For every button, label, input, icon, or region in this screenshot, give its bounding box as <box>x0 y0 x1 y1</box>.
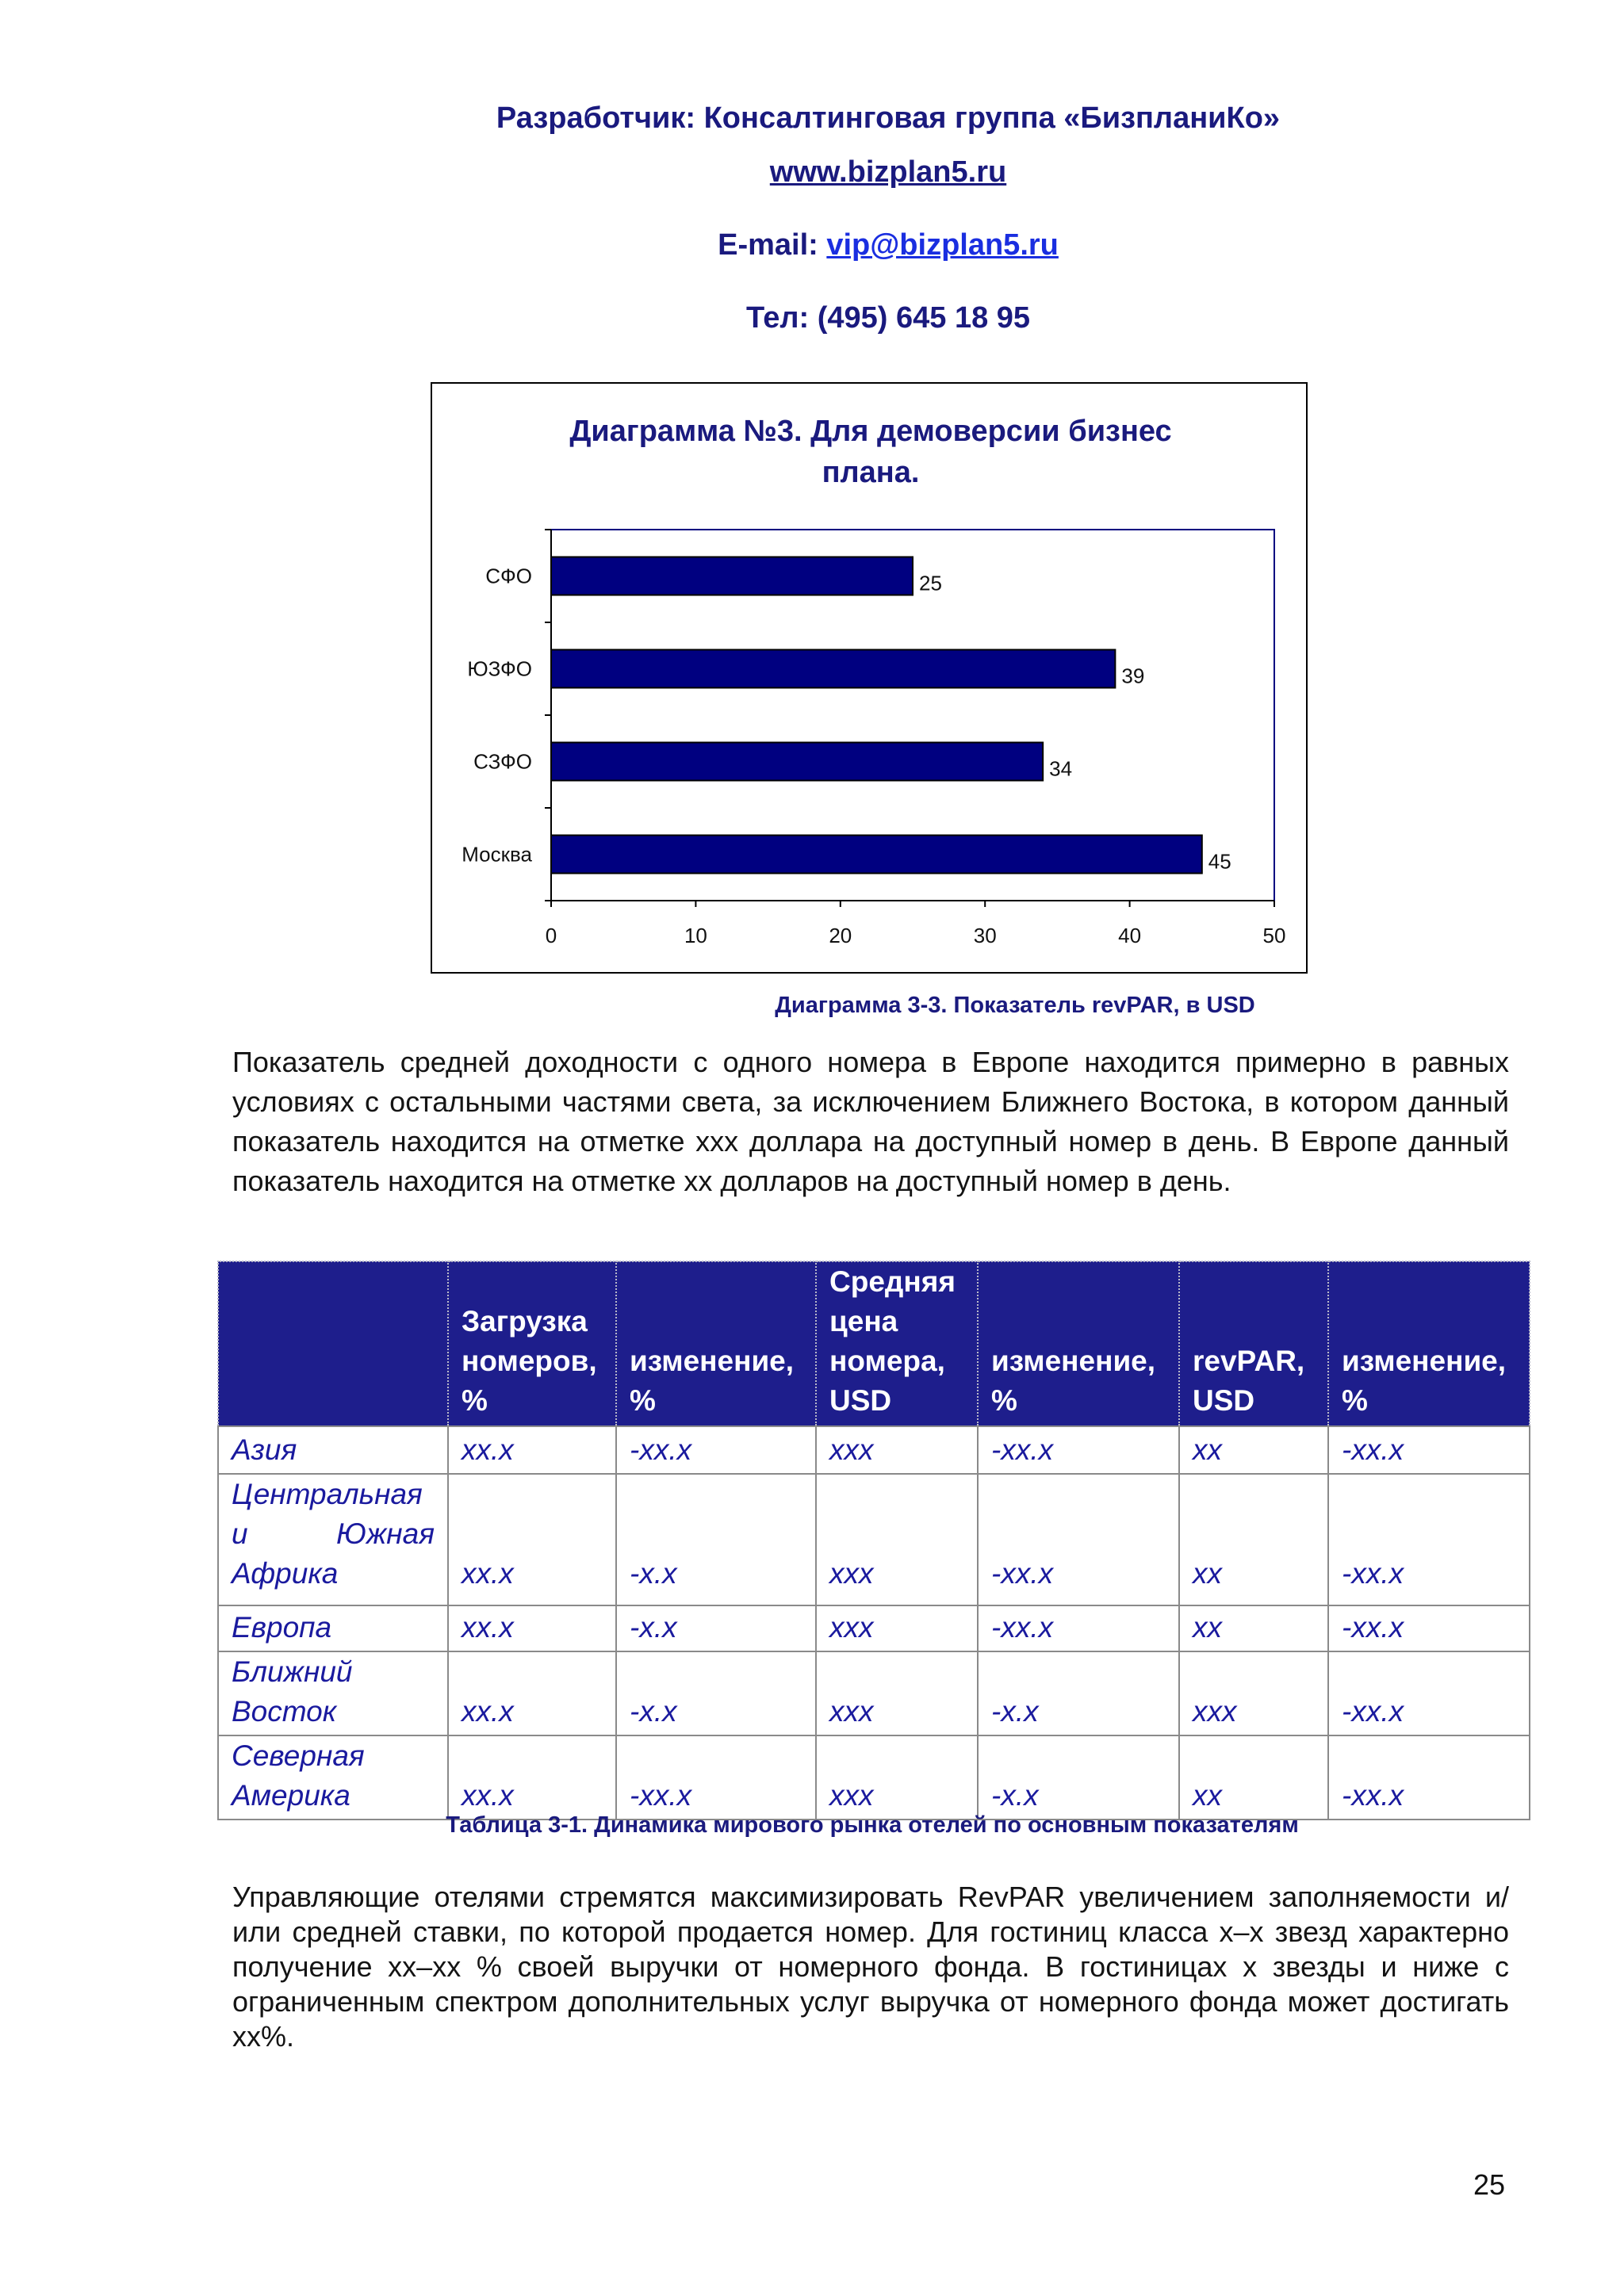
header-region <box>218 1261 448 1426</box>
email-label: E-mail: <box>718 228 827 262</box>
value-label: 25 <box>919 571 942 595</box>
table-cell: xxx <box>816 1474 978 1605</box>
paragraph-revpar-management: Управляющие отелями стремятся максимизировать RevPAR увеличением заполняемости и/или средней ставки, по которой продается номер. Для гостиниц класса х–х звезд характерно получение хх–хх % своей выручки от номерного фонда. В гостиницах х звезды и ниже с ограниченным спектром дополнительных услуг выручка от номерного фонда может достигать хх%. <box>232 1881 1509 2053</box>
table-cell: xx <box>1179 1735 1328 1820</box>
table-row <box>218 1651 1530 1735</box>
table-cell: -x.x <box>978 1651 1179 1735</box>
phone-line: Тел: (495) 645 18 95 <box>745 301 1031 335</box>
chart-caption: Диаграмма 3-3. Показатель revPAR, в USD <box>775 993 1255 1018</box>
paragraph-revpar-europe: Показатель средней доходности с одного номера в Европе находится примерно в равных условиях с остальными частями света, за исключением Ближнего Востока, в котором данный показатель находится на отметке ххх доллара на доступный номер в день. В Европе данный показатель находится на отметке хх долларов на доступный номер в день. <box>232 1046 1509 1197</box>
table-cell: xxx <box>816 1735 978 1820</box>
header-occupancy-change: изменение, % <box>616 1261 816 1426</box>
x-tick-label: 40 <box>1118 924 1142 947</box>
email-line <box>0 230 1624 260</box>
value-label: 45 <box>1208 849 1231 874</box>
hotel-market-table <box>217 1261 1530 1820</box>
table-cell: xx.x <box>448 1651 616 1735</box>
table-row <box>218 1474 1530 1605</box>
table-cell: -xx.x <box>978 1474 1179 1605</box>
table-row <box>218 1426 1530 1474</box>
table-cell: xx.x <box>448 1426 616 1474</box>
bar <box>551 836 1202 874</box>
x-tick-label: 10 <box>684 924 707 947</box>
table-cell: -xx.x <box>1328 1474 1530 1605</box>
x-tick-label: 0 <box>545 924 557 947</box>
table-cell: xxx <box>1179 1651 1328 1735</box>
category-label: ЮЗФО <box>467 656 532 681</box>
website-link[interactable]: www.bizplan5.ru <box>769 155 1007 189</box>
table-cell: -xx.x <box>1328 1605 1530 1651</box>
table-cell: xx.x <box>448 1605 616 1651</box>
x-tick-label: 20 <box>829 924 852 947</box>
table-cell: xx <box>1179 1426 1328 1474</box>
table-cell: -x.x <box>616 1605 816 1651</box>
bar <box>551 557 913 595</box>
region-cell: Европа <box>218 1605 448 1651</box>
header-revpar-change: изменение, % <box>1328 1261 1530 1426</box>
developer-line: Разработчик: Консалтинговая группа «БизпланиКо» <box>496 101 1281 135</box>
table-cell: -xx.x <box>1328 1735 1530 1820</box>
chart-title-line2: плана. <box>822 456 920 489</box>
header-revpar: revPAR, USD <box>1179 1261 1328 1426</box>
table-cell: xx.x <box>448 1474 616 1605</box>
table-row <box>218 1735 1530 1820</box>
table-cell: xxx <box>816 1651 978 1735</box>
value-label: 34 <box>1049 756 1073 781</box>
table-cell: -xx.x <box>978 1605 1179 1651</box>
table-cell: -x.x <box>978 1735 1179 1820</box>
table-cell: -xx.x <box>1328 1426 1530 1474</box>
value-label: 39 <box>1121 664 1145 688</box>
category-label: СЗФО <box>473 749 532 774</box>
table-cell: -x.x <box>616 1474 816 1605</box>
table-cell: xxx <box>816 1426 978 1474</box>
chart-title-line1: Диаграмма №3. Для демоверсии бизнес <box>569 415 1172 448</box>
table-header-row <box>218 1261 1530 1426</box>
table-row <box>218 1605 1530 1651</box>
table-cell: -xx.x <box>616 1735 816 1820</box>
website-line <box>0 157 1624 187</box>
region-cell: Центральная и Южная Африка <box>218 1474 448 1605</box>
region-cell: Азия <box>218 1426 448 1474</box>
bar <box>551 650 1115 688</box>
header-avg-price-change: изменение, % <box>978 1261 1179 1426</box>
table-cell: -xx.x <box>616 1426 816 1474</box>
region-cell: Ближний Восток <box>218 1651 448 1735</box>
table-cell: xx <box>1179 1474 1328 1605</box>
header-occupancy: Загрузка номеров, % <box>448 1261 616 1426</box>
email-link[interactable]: vip@bizplan5.ru <box>826 228 1059 262</box>
table-caption: Таблица 3-1. Динамика мирового рынка отелей по основным показателям <box>446 1812 1299 1838</box>
chart-canvas <box>432 384 1309 975</box>
table-cell: -x.x <box>616 1651 816 1735</box>
region-cell: Северная Америка <box>218 1735 448 1820</box>
x-tick-label: 50 <box>1262 924 1286 947</box>
category-label: Москва <box>462 842 532 867</box>
table-cell: -xx.x <box>1328 1651 1530 1735</box>
page-number: 25 <box>1473 2168 1506 2201</box>
header-avg-price: Средняя цена номера, USD <box>816 1261 978 1426</box>
table-cell: xx.x <box>448 1735 616 1820</box>
bar <box>551 743 1043 781</box>
revpar-chart <box>431 382 1308 974</box>
category-label: СФО <box>485 564 532 588</box>
x-tick-label: 30 <box>973 924 997 947</box>
table-cell: xxx <box>816 1605 978 1651</box>
table-cell: xx <box>1179 1605 1328 1651</box>
table-cell: -xx.x <box>978 1426 1179 1474</box>
